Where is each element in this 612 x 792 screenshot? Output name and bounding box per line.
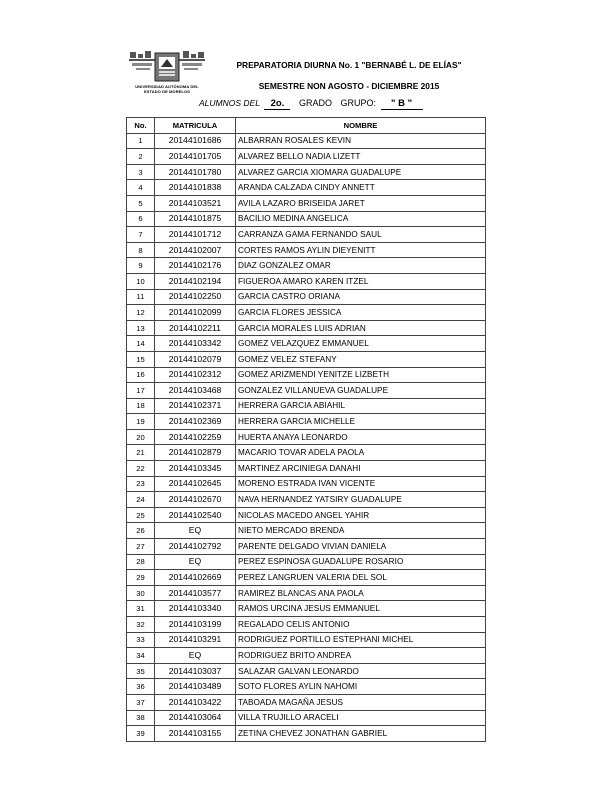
table-row xyxy=(127,429,486,445)
student-name-cell: GARCIA FLORES JESSICA xyxy=(236,305,486,321)
table-row xyxy=(127,367,486,383)
row-number: 2 xyxy=(127,149,155,165)
table-row xyxy=(127,133,486,149)
student-name-cell: PARENTE DELGADO VIVIAN DANIELA xyxy=(236,539,486,555)
table-row xyxy=(127,492,486,508)
matricula-cell: EQ xyxy=(155,554,236,570)
matricula-cell: 20144102670 xyxy=(155,492,236,508)
table-row xyxy=(127,461,486,477)
row-number: 37 xyxy=(127,694,155,710)
matricula-cell: 20144102312 xyxy=(155,367,236,383)
table-row xyxy=(127,180,486,196)
table-row xyxy=(127,351,486,367)
matricula-cell: EQ xyxy=(155,523,236,539)
student-name-cell: DIAZ GONZALEZ OMAR xyxy=(236,258,486,274)
student-name-cell: ALBARRAN ROSALES KEVIN xyxy=(236,133,486,149)
row-number: 27 xyxy=(127,539,155,555)
row-number: 28 xyxy=(127,554,155,570)
table-row xyxy=(127,476,486,492)
matricula-cell: 20144102211 xyxy=(155,320,236,336)
student-name-cell: AVILA LAZARO BRISEIDA JARET xyxy=(236,195,486,211)
matricula-cell: 20144103037 xyxy=(155,663,236,679)
row-number: 1 xyxy=(127,133,155,149)
row-number: 6 xyxy=(127,211,155,227)
column-header-nombre: NOMBRE xyxy=(236,118,486,134)
matricula-cell: 20144103342 xyxy=(155,336,236,352)
table-row xyxy=(127,523,486,539)
table-row xyxy=(127,507,486,523)
matricula-cell: 20144101838 xyxy=(155,180,236,196)
row-number: 12 xyxy=(127,305,155,321)
table-row xyxy=(127,149,486,165)
semester-title: SEMESTRE NON AGOSTO - DICIEMBRE 2015 xyxy=(258,81,440,91)
student-name-cell: NIETO MERCADO BRENDA xyxy=(236,523,486,539)
matricula-cell: 20144102540 xyxy=(155,507,236,523)
table-body xyxy=(127,133,486,741)
student-name-cell: VILLA TRUJILLO ARACELI xyxy=(236,710,486,726)
row-number: 24 xyxy=(127,492,155,508)
row-number: 26 xyxy=(127,523,155,539)
matricula-cell: 20144103199 xyxy=(155,617,236,633)
student-name-cell: GOMEZ VELEZ STEFANY xyxy=(236,351,486,367)
matricula-cell: 20144102194 xyxy=(155,273,236,289)
matricula-cell: 20144103345 xyxy=(155,461,236,477)
row-number: 19 xyxy=(127,414,155,430)
student-name-cell: RODRIGUEZ PORTILLO ESTEPHANI MICHEL xyxy=(236,632,486,648)
row-number: 17 xyxy=(127,383,155,399)
table-row xyxy=(127,273,486,289)
matricula-cell: 20144103577 xyxy=(155,585,236,601)
matricula-cell: 20144102371 xyxy=(155,398,236,414)
matricula-cell: EQ xyxy=(155,648,236,664)
matricula-cell: 20144102176 xyxy=(155,258,236,274)
student-name-cell: GARCIA CASTRO ORIANA xyxy=(236,289,486,305)
table-row xyxy=(127,242,486,258)
student-name-cell: ZETINA CHEVEZ JONATHAN GABRIEL xyxy=(236,726,486,742)
table-row xyxy=(127,445,486,461)
row-number: 15 xyxy=(127,351,155,367)
matricula-cell: 20144102250 xyxy=(155,289,236,305)
student-name-cell: CARRANZA GAMA FERNANDO SAUL xyxy=(236,227,486,243)
group-line xyxy=(199,98,423,110)
row-number: 23 xyxy=(127,476,155,492)
student-name-cell: MACARIO TOVAR ADELA PAOLA xyxy=(236,445,486,461)
table-row xyxy=(127,617,486,633)
university-crest-icon xyxy=(126,50,208,84)
table-row xyxy=(127,601,486,617)
grade-label: GRADO xyxy=(298,98,332,108)
row-number: 7 xyxy=(127,227,155,243)
group-value: " B " xyxy=(381,99,423,110)
matricula-cell: 20144103064 xyxy=(155,710,236,726)
student-name-cell: HERRERA GARCIA MICHELLE xyxy=(236,414,486,430)
table-row xyxy=(127,585,486,601)
matricula-cell: 20144102669 xyxy=(155,570,236,586)
row-number: 36 xyxy=(127,679,155,695)
matricula-cell: 20144102007 xyxy=(155,242,236,258)
row-number: 25 xyxy=(127,507,155,523)
row-number: 38 xyxy=(127,710,155,726)
row-number: 13 xyxy=(127,320,155,336)
row-number: 39 xyxy=(127,726,155,742)
student-name-cell: GOMEZ ARIZMENDI YENITZE LIZBETH xyxy=(236,367,486,383)
student-name-cell: NICOLAS MACEDO ANGEL YAHIR xyxy=(236,507,486,523)
table-row xyxy=(127,679,486,695)
matricula-cell: 20144103468 xyxy=(155,383,236,399)
table-row xyxy=(127,632,486,648)
school-title: PREPARATORIA DIURNA No. 1 "BERNABÉ L. DE ELÍAS" xyxy=(236,60,462,70)
student-name-cell: HUERTA ANAYA LEONARDO xyxy=(236,429,486,445)
student-name-cell: MORENO ESTRADA IVAN VICENTE xyxy=(236,476,486,492)
student-name-cell: GARCIA MORALES LUIS ADRIAN xyxy=(236,320,486,336)
row-number: 34 xyxy=(127,648,155,664)
row-number: 10 xyxy=(127,273,155,289)
student-name-cell: BACILIO MEDINA ANGELICA xyxy=(236,211,486,227)
logo-text-line1: UNIVERSIDAD AUTÓNOMA DEL xyxy=(135,84,199,89)
matricula-cell: 20144103489 xyxy=(155,679,236,695)
logo-text-line2: ESTADO DE MORELOS xyxy=(143,89,191,94)
table-row xyxy=(127,164,486,180)
student-name-cell: SALAZAR GALVAN LEONARDO xyxy=(236,663,486,679)
row-number: 14 xyxy=(127,336,155,352)
student-name-cell: REGALADO CELIS ANTONIO xyxy=(236,617,486,633)
row-number: 3 xyxy=(127,164,155,180)
row-number: 11 xyxy=(127,289,155,305)
grade-value: 2o. xyxy=(264,99,290,110)
table-row xyxy=(127,710,486,726)
table-row xyxy=(127,726,486,742)
matricula-cell: 20144103291 xyxy=(155,632,236,648)
table-row xyxy=(127,211,486,227)
student-name-cell: RAMIREZ BLANCAS ANA PAOLA xyxy=(236,585,486,601)
table-row xyxy=(127,258,486,274)
matricula-cell: 20144101780 xyxy=(155,164,236,180)
table-row xyxy=(127,694,486,710)
table-row xyxy=(127,398,486,414)
row-number: 18 xyxy=(127,398,155,414)
row-number: 33 xyxy=(127,632,155,648)
row-number: 22 xyxy=(127,461,155,477)
row-number: 16 xyxy=(127,367,155,383)
row-number: 30 xyxy=(127,585,155,601)
student-name-cell: GONZALEZ VILLANUEVA GUADALUPE xyxy=(236,383,486,399)
student-name-cell: CORTES RAMOS AYLIN DIEYENITT xyxy=(236,242,486,258)
matricula-cell: 20144102079 xyxy=(155,351,236,367)
table-header-row xyxy=(127,118,486,134)
student-name-cell: GOMEZ VELAZQUEZ EMMANUEL xyxy=(236,336,486,352)
student-name-cell: RAMOS URCINA JESUS EMMANUEL xyxy=(236,601,486,617)
matricula-cell: 20144102879 xyxy=(155,445,236,461)
matricula-cell: 20144102645 xyxy=(155,476,236,492)
column-header-matricula: MATRICULA xyxy=(155,118,236,134)
matricula-cell: 20144101875 xyxy=(155,211,236,227)
group-label: GRUPO: xyxy=(340,98,377,108)
row-number: 9 xyxy=(127,258,155,274)
row-number: 4 xyxy=(127,180,155,196)
matricula-cell: 20144101712 xyxy=(155,227,236,243)
matricula-cell: 20144102792 xyxy=(155,539,236,555)
row-number: 32 xyxy=(127,617,155,633)
row-number: 35 xyxy=(127,663,155,679)
student-name-cell: SOTO FLORES AYLIN NAHOMI xyxy=(236,679,486,695)
matricula-cell: 20144102369 xyxy=(155,414,236,430)
university-logo xyxy=(126,50,208,98)
students-label: ALUMNOS DEL xyxy=(199,98,260,108)
matricula-cell: 20144102099 xyxy=(155,305,236,321)
row-number: 31 xyxy=(127,601,155,617)
table-row xyxy=(127,539,486,555)
row-number: 21 xyxy=(127,445,155,461)
row-number: 5 xyxy=(127,195,155,211)
table-row xyxy=(127,383,486,399)
student-name-cell: ALVAREZ GARCIA XIOMARA GUADALUPE xyxy=(236,164,486,180)
student-name-cell: TABOADA MAGAÑA JESUS xyxy=(236,694,486,710)
table-row xyxy=(127,289,486,305)
student-name-cell: RODRIGUEZ BRITO ANDREA xyxy=(236,648,486,664)
matricula-cell: 20144103521 xyxy=(155,195,236,211)
row-number: 20 xyxy=(127,429,155,445)
table-row xyxy=(127,227,486,243)
row-number: 29 xyxy=(127,570,155,586)
student-name-cell: ALVAREZ BELLO NADIA LIZETT xyxy=(236,149,486,165)
table-row xyxy=(127,570,486,586)
column-header-no: No. xyxy=(127,118,155,134)
student-name-cell: FIGUEROA AMARO KAREN ITZEL xyxy=(236,273,486,289)
student-name-cell: PEREZ LANGRUEN VALERIA DEL SOL xyxy=(236,570,486,586)
table-row xyxy=(127,195,486,211)
student-name-cell: ARANDA CALZADA CINDY ANNETT xyxy=(236,180,486,196)
student-name-cell: HERRERA GARCIA ABIAHIL xyxy=(236,398,486,414)
student-name-cell: MARTINEZ ARCINIEGA DANAHI xyxy=(236,461,486,477)
matricula-cell: 20144103422 xyxy=(155,694,236,710)
matricula-cell: 20144102259 xyxy=(155,429,236,445)
matricula-cell: 20144101686 xyxy=(155,133,236,149)
student-name-cell: NAVA HERNANDEZ YATSIRY GUADALUPE xyxy=(236,492,486,508)
table-row xyxy=(127,414,486,430)
student-list-table xyxy=(126,117,486,742)
matricula-cell: 20144103340 xyxy=(155,601,236,617)
table-row xyxy=(127,648,486,664)
student-name-cell: PEREZ ESPINOSA GUADALUPE ROSARIO xyxy=(236,554,486,570)
row-number: 8 xyxy=(127,242,155,258)
matricula-cell: 20144101705 xyxy=(155,149,236,165)
table-row xyxy=(127,320,486,336)
matricula-cell: 20144103155 xyxy=(155,726,236,742)
table-row xyxy=(127,305,486,321)
table-row xyxy=(127,554,486,570)
table-row xyxy=(127,663,486,679)
table-row xyxy=(127,336,486,352)
